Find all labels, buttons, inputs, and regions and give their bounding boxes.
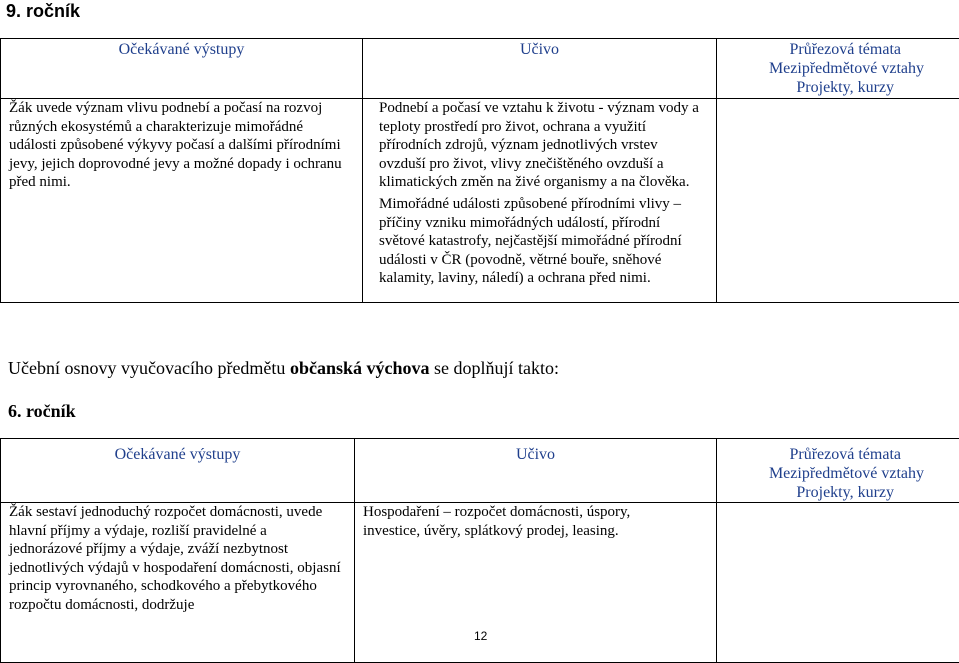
grade-6-heading: 6. ročník	[8, 400, 76, 422]
header-cell-cross-curricular	[717, 39, 959, 99]
header-outcomes: Očekávané výstupy	[1, 439, 354, 464]
header-cell-content	[363, 39, 717, 99]
header-content: Učivo	[355, 439, 716, 464]
outcome-text: Žák uvede význam vlivu podnebí a počasí na rozvoj různých ekosystémů a charakterizuje mimořádné události způsobené výkyvy počasí a dalšími přírodními jevy, jejich doprovodné jevy a možné dopady i ochranu před nimi.	[1, 99, 362, 192]
header-cross-curricular-2: Mezipředmětové vztahy	[717, 464, 959, 483]
outcome-text: Žák sestaví jednoduchý rozpočet domácnosti, uvede hlavní příjmy a výdaje, rozliší pravidelné a jednorázové příjmy a výdaje, zváží nezbytnost jednotlivých výdajů v hospodaření domácnosti, objasní princip vyrovnaného, schodkového a přebytkového rozpočtu domácnosti, dodržuje	[1, 503, 354, 615]
cross-curricular-cell	[717, 99, 959, 303]
subject-name: občanská výchova	[290, 358, 430, 378]
grade-9-heading: 9. ročník	[6, 0, 80, 22]
cross-curricular-cell	[717, 503, 959, 663]
header-cross-curricular-2: Mezipředmětové vztahy	[717, 59, 959, 78]
header-cell-outcomes	[1, 439, 355, 503]
curriculum-table-grade-9	[0, 38, 959, 303]
header-cell-cross-curricular	[717, 439, 959, 503]
content-paragraph-2: Mimořádné události způsobené přírodními vlivy – příčiny vzniku mimořádných událostí, přírodní světové katastrofy, nejčastější mimořádné přírodní události v ČR (povodně, větrné bouře, sněhové kalamity, laviny, náledí) a ochrana před nimi.	[363, 195, 716, 288]
header-cross-curricular-1: Průřezová témata	[717, 39, 959, 59]
header-cross-curricular-3: Projekty, kurzy	[717, 483, 959, 502]
sentence-start: Učební osnovy vyučovacího předmětu	[8, 358, 290, 378]
supplement-sentence	[8, 357, 559, 379]
page-number: 12	[474, 629, 487, 643]
header-cell-outcomes	[1, 39, 363, 99]
header-outcomes: Očekávané výstupy	[1, 39, 362, 59]
content-cell	[355, 503, 717, 663]
header-cross-curricular-3: Projekty, kurzy	[717, 78, 959, 97]
content-cell	[363, 99, 717, 303]
content-text: Hospodaření – rozpočet domácnosti, úspory, investice, úvěry, splátkový prodej, leasing.	[355, 503, 716, 540]
header-cross-curricular-1: Průřezová témata	[717, 439, 959, 464]
header-cell-content	[355, 439, 717, 503]
outcome-cell	[1, 99, 363, 303]
outcome-cell	[1, 503, 355, 663]
content-paragraph-1: Podnebí a počasí ve vztahu k životu - význam vody a teploty prostředí pro život, ochrana a využití přírodních zdrojů, význam jednotlivých vrstev ovzduší pro život, vlivy znečištěného ovzduší a klimatických změn na živé organismy a na člověka.	[363, 99, 716, 192]
header-content: Učivo	[363, 39, 716, 59]
sentence-end: se doplňují takto:	[429, 358, 559, 378]
